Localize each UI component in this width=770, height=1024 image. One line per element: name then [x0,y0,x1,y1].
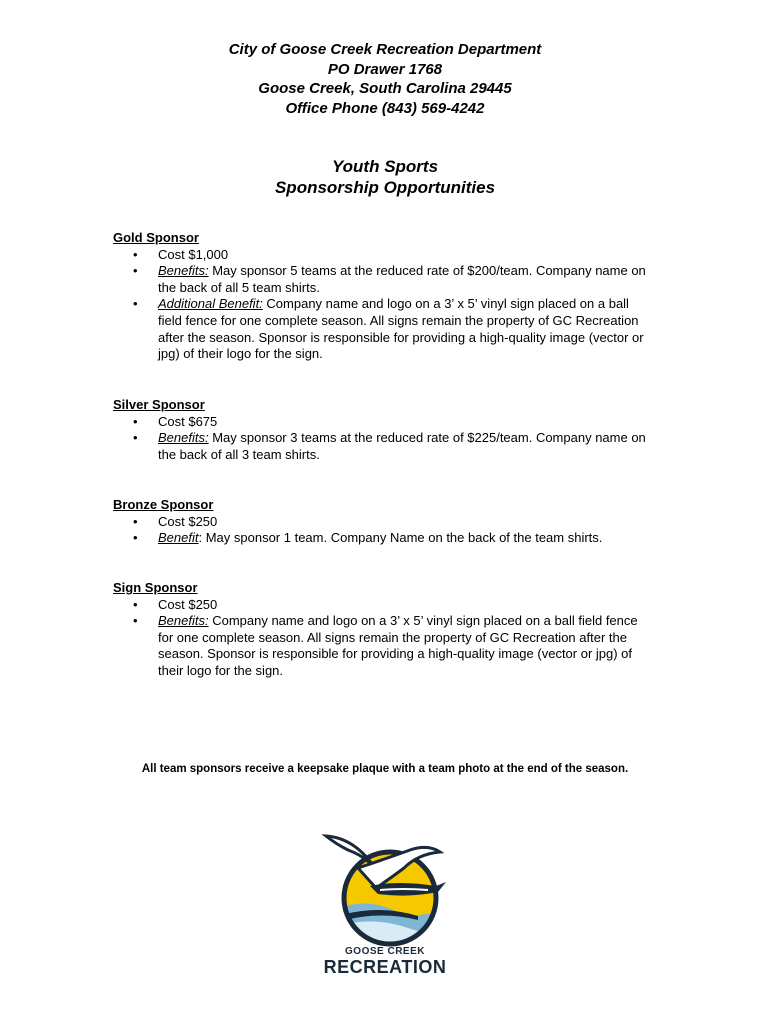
additional-benefit-label: Additional Benefit: [158,296,263,312]
bronze-sponsor-heading: Bronze Sponsor [113,497,214,512]
sign-sponsor-section [113,580,653,680]
bullet: • [133,596,138,612]
plaque-note: All team sponsors receive a keepsake plaque with a team photo at the end of the season. [141,763,629,775]
title-line-1: Youth Sports [331,157,439,176]
list-item [113,530,653,547]
org-name: City of Goose Creek Recreation Department [228,41,542,58]
bronze-sponsor-section [113,497,653,547]
silver-sponsor-heading: Silver Sponsor [113,397,205,412]
document-title [0,156,770,198]
po-box: PO Drawer 1768 [327,60,443,78]
list-item [113,247,653,264]
office-phone: Office Phone (843) 569-4242 [285,99,485,117]
bullet: • [133,513,138,529]
sign-sponsor-heading: Sign Sponsor [113,580,198,595]
list-item [113,263,653,296]
list-item [113,597,653,614]
bullet: • [133,613,138,629]
bullet: • [133,430,138,446]
bullet: • [133,263,138,279]
bullet: • [133,413,138,429]
goose-body-highlight [380,889,428,890]
list-item [113,430,653,463]
city-state: Goose Creek, South Carolina 29445 [258,80,512,97]
gold-additional-text: Company name and logo on a 3’ x 5’ vinyl sign placed on a ball field fence for one complete season. All signs remain the property of GC Recreation after the season. Sponsor is responsible for providing a high-quality image (vector or jpg) of their logo for the sign. [158,296,644,362]
benefit-label: Benefits: [158,430,209,446]
sign-benefit-text: Company name and logo on a 3’ x 5’ vinyl sign placed on a ball field fence for one complete season. All signs remain the property of GC Recreation after the season. Sponsor is responsible for providing a high-quality image (vector or jpg) of their logo for the sign. [158,613,638,678]
gold-sponsor-section [113,230,653,363]
logo-text-bottom: RECREATION [323,957,447,977]
benefit-label: Benefits: [158,613,209,629]
title-line-2: Sponsorship Opportunities [274,178,496,197]
list-item [113,613,653,679]
list-item [113,296,653,362]
bullet: • [133,296,138,312]
list-item [113,514,653,531]
sign-cost: Cost $250 [158,596,218,612]
silver-cost: Cost $675 [158,413,218,429]
gold-sponsor-heading: Gold Sponsor [113,230,199,245]
logo-text-top: GOOSE CREEK [345,946,425,957]
benefit-label: Benefit [158,530,199,546]
silver-sponsor-section [113,397,653,463]
bronze-cost: Cost $250 [158,513,218,529]
letterhead [0,40,770,118]
bronze-benefit-text: : May sponsor 1 team. Company Name on the back of the team shirts. [198,530,603,546]
gold-cost: Cost $1,000 [158,246,229,262]
bullet: • [133,530,138,546]
bullet: • [133,246,138,262]
benefit-label: Benefits: [158,263,209,279]
silver-benefit-text: May sponsor 3 teams at the reduced rate of $225/team. Company name on the back of all 3 team shirts. [158,430,646,462]
gold-benefit-text: May sponsor 5 teams at the reduced rate of $200/team. Company name on the back of all 5 team shirts. [158,263,646,295]
list-item [113,414,653,431]
